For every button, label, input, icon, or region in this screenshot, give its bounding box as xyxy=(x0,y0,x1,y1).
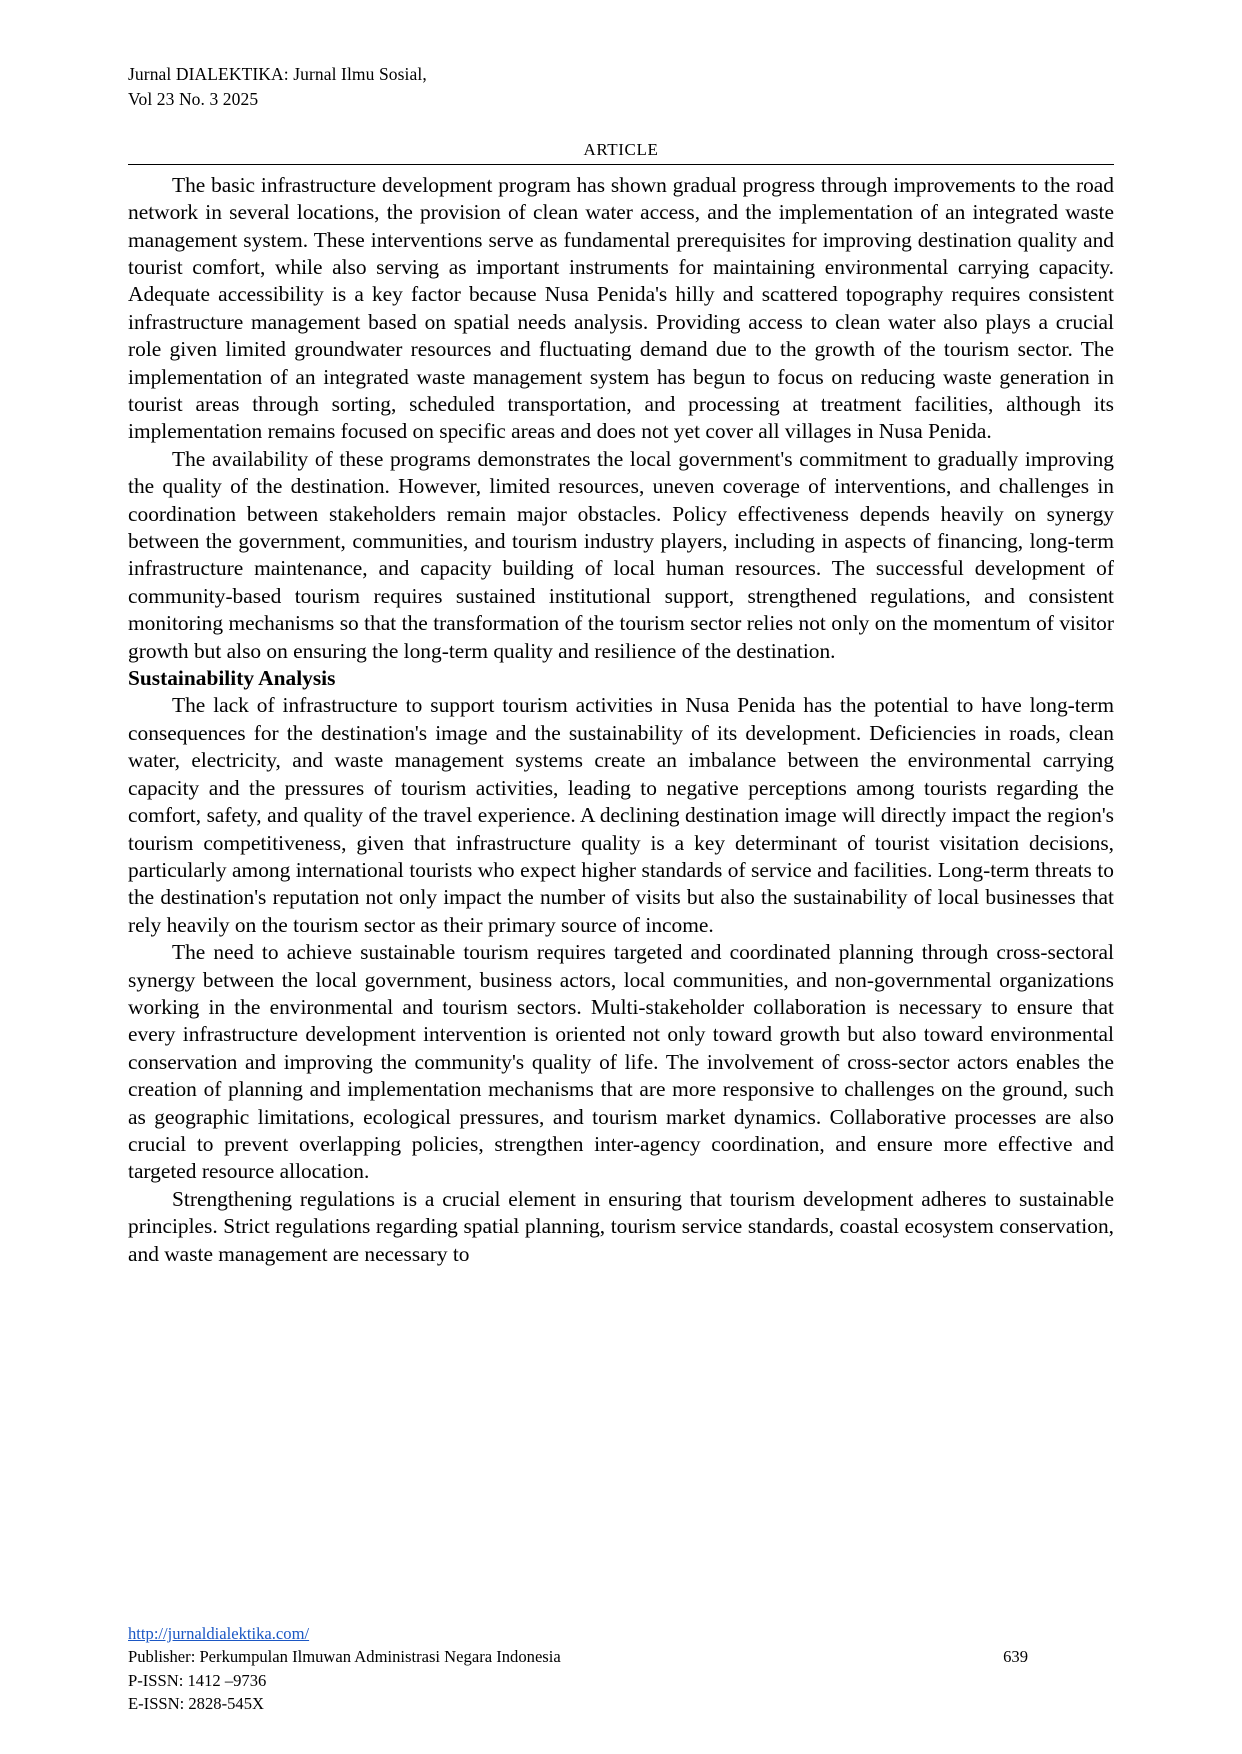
print-issn: P-ISSN: 1412 –9736 xyxy=(128,1670,267,1690)
paragraph-sustainable-tourism-planning: The need to achieve sustainable tourism requires targeted and coordinated planning through cross-sectoral synergy between the local government, business actors, local communities, and non-governmental organizations working in the environmental and tourism sectors. Multi-stakeholder collaboration is necessary to ensure that every infrastructure development intervention is oriented not only toward growth but also toward environmental conservation and improving the community's quality of life. The involvement of cross-sector actors enables the creation of planning and implementation mechanisms that are more responsive to challenges on the ground, such as geographic limitations, ecological pressures, and tourism market dynamics. Collaborative processes are also crucial to prevent overlapping policies, strengthen inter-agency coordination, and ensure more effective and targeted resource allocation. xyxy=(128,940,1114,1184)
section-heading-sustainability-analysis: Sustainability Analysis xyxy=(128,666,336,691)
paragraph-lack-of-infrastructure: The lack of infrastructure to support tourism activities in Nusa Penida has the potential to have long-term consequences for the destination's image and the sustainability of its development. Deficiencies in roads, clean water, electricity, and waste management systems create an imbalance between the environmental carrying capacity and the pressures of tourism activities, leading to negative perceptions among tourists regarding the comfort, safety, and quality of the travel experience. A declining destination image will directly impact the region's tourism competitiveness, given that infrastructure quality is a key determinant of tourist visitation decisions, particularly among international tourists who expect higher standards of service and facilities. Long-term threats to the destination's reputation not only impact the number of visits but also the sustainability of local businesses that rely heavily on the tourism sector as their primary source of income. xyxy=(128,693,1114,937)
page-footer xyxy=(128,1622,1114,1716)
article-band xyxy=(128,141,1114,165)
electronic-issn: E-ISSN: 2828-545X xyxy=(128,1694,264,1714)
paragraph-strengthening-regulations: Strengthening regulations is a crucial element in ensuring that tourism development adheres to sustainable principles. Strict regulations regarding spatial planning, tourism service standards, coastal ecosystem conservation, and waste management are necessary to xyxy=(128,1186,1114,1266)
journal-title-line: Jurnal DIALEKTIKA: Jurnal Ilmu Sosial, xyxy=(128,64,427,84)
footer-publisher-row xyxy=(128,1645,1114,1669)
body-content xyxy=(128,172,1114,1268)
journal-volume-line: Vol 23 No. 3 2025 xyxy=(128,89,259,110)
running-head xyxy=(128,62,1114,113)
page-number: 639 xyxy=(1003,1647,1028,1667)
publisher-label: Publisher: Perkumpulan Ilmuwan Administrasi Negara Indonesia xyxy=(128,1647,561,1667)
paragraph-infrastructure-program: The basic infrastructure development program has shown gradual progress through improvements to the road network in several locations, the provision of clean water access, and the implementation of an integrated waste management system. These interventions serve as fundamental prerequisites for improving destination quality and tourist comfort, while also serving as important instruments for maintaining environmental carrying capacity. Adequate accessibility is a key factor because Nusa Penida's hilly and scattered topography requires consistent infrastructure management based on spatial needs analysis. Providing access to clean water also plays a crucial role given limited groundwater resources and fluctuating demand due to the growth of the tourism sector. The implementation of an integrated waste management system has begun to focus on reducing waste generation in tourist areas through sorting, scheduled transportation, and processing at treatment facilities, although its implementation remains focused on specific areas and does not yet cover all villages in Nusa Penida. xyxy=(128,172,1114,444)
header-divider xyxy=(128,164,1114,165)
paragraph-program-availability: The availability of these programs demonstrates the local government's commitment to gradually improving the quality of the destination. However, limited resources, uneven coverage of interventions, and challenges in coordination between stakeholders remain major obstacles. Policy effectiveness depends heavily on synergy between the government, communities, and tourism industry players, including in aspects of financing, long-term infrastructure maintenance, and capacity building of local human resources. The successful development of community-based tourism requires sustained institutional support, strengthened regulations, and consistent monitoring mechanisms so that the transformation of the tourism sector relies not only on the momentum of visitor growth but also on ensuring the long-term quality and resilience of the destination. xyxy=(128,446,1114,663)
article-type-label: ARTICLE xyxy=(583,139,659,159)
journal-website-link[interactable]: http://jurnaldialektika.com/ xyxy=(128,1623,310,1643)
footer-url-line xyxy=(128,1622,1114,1646)
